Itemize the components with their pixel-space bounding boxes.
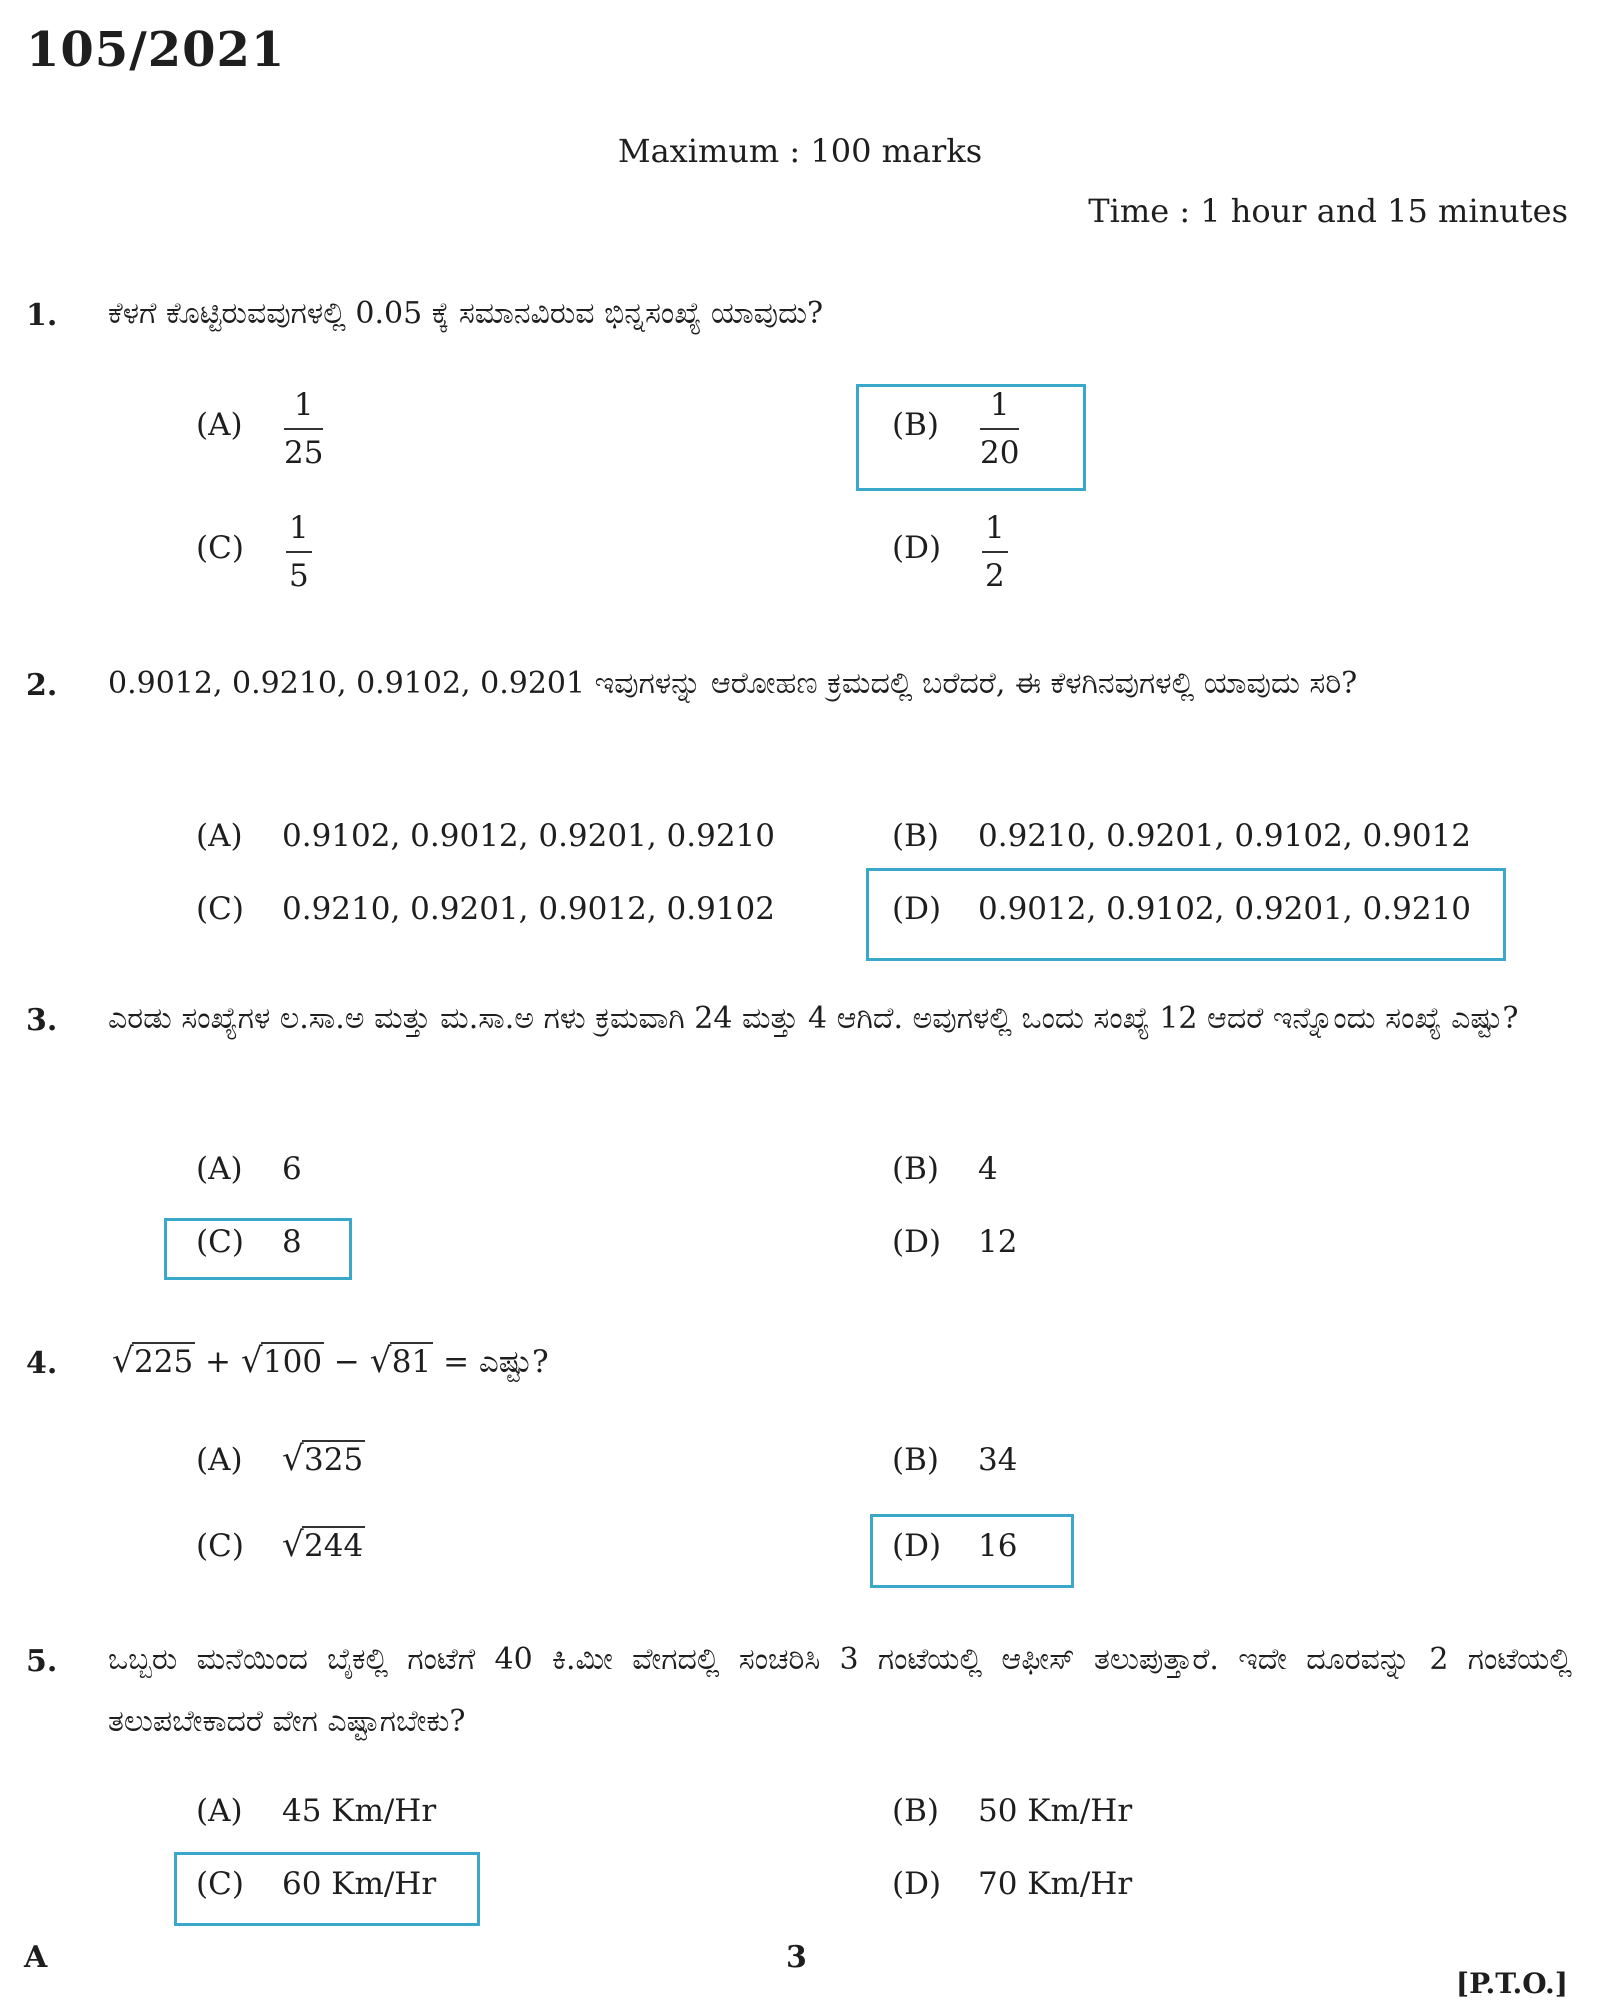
operator: + (205, 1344, 232, 1380)
option-label: (C) (196, 1528, 244, 1564)
option-c (196, 1528, 365, 1564)
option-label: (A) (196, 1793, 243, 1829)
denominator: 2 (985, 558, 1005, 594)
operator: = (443, 1344, 470, 1380)
question-text: ಕೆಳಗೆ ಕೊಟ್ಟಿರುವವುಗಳಲ್ಲಿ 0.05 ಕ್ಕೆ ಸಮಾನವಿರುವ ಭಿನ್ನಸಂಖ್ಯೆ ಯಾವುದು? (108, 296, 824, 331)
option-value: 70 Km/Hr (978, 1866, 1133, 1902)
option-d (892, 891, 1471, 927)
operator: − (333, 1344, 360, 1380)
question-number: 1. (26, 298, 58, 333)
option-b-fraction (980, 386, 1019, 472)
option-c-fraction (286, 509, 312, 595)
option-value: 45 Km/Hr (282, 1793, 437, 1829)
option-b (892, 818, 1471, 854)
option-label: (B) (892, 1442, 939, 1478)
option-value: 0.9102, 0.9012, 0.9201, 0.9210 (282, 818, 776, 854)
question-number: 5. (26, 1644, 58, 1679)
option-c (196, 1224, 302, 1260)
question-text: 0.9012, 0.9210, 0.9102, 0.9201 ಇವುಗಳನ್ನು ಆರೋಹಣ ಕ್ರಮದಲ್ಲಿ ಬರೆದರೆ, ಈ ಕೆಳಗಿನವುಗಳಲ್ಲಿ ಯಾವುದು ಸರಿ? (108, 666, 1358, 701)
numerator: 1 (982, 509, 1008, 553)
option-label: (A) (196, 1151, 243, 1187)
option-value: 12 (978, 1224, 1018, 1260)
option-label: (C) (196, 1866, 244, 1902)
question-paper-code: 105/2021 (26, 22, 286, 78)
option-c (196, 891, 775, 927)
option-label: (D) (892, 1528, 942, 1564)
denominator: 25 (284, 435, 324, 471)
option-label: (D) (892, 530, 942, 566)
option-label: (A) (196, 407, 243, 443)
option-label: (A) (196, 1442, 243, 1478)
numerator: 1 (286, 509, 312, 553)
option-label: (C) (196, 530, 244, 566)
question-expression (112, 1344, 549, 1381)
square-root: √ 225 (112, 1344, 195, 1380)
option-label: (D) (892, 1866, 942, 1902)
option-value: 60 Km/Hr (282, 1866, 437, 1902)
question-text: ಎರಡು ಸಂಖ್ಯೆಗಳ ಲ.ಸಾ.ಅ ಮತ್ತು ಮ.ಸಾ.ಅ ಗಳು ಕ್ರಮವಾಗಿ 24 ಮತ್ತು 4 ಆಗಿದೆ. ಅವುಗಳಲ್ಲಿ ಒಂದು ಸಂಖ್ಯೆ 12 ಆದರೆ ಇನ್ನೊಂದು ಸಂಖ್ಯೆ ಎಷ್ಟು? (108, 1001, 1519, 1036)
option-d (892, 1528, 1017, 1564)
option-label: (B) (892, 818, 939, 854)
option-value: 34 (978, 1442, 1018, 1478)
option-label: (A) (196, 818, 243, 854)
option-a (196, 818, 775, 854)
option-label: (B) (892, 1793, 939, 1829)
page-number: 3 (786, 1940, 807, 1975)
option-b (892, 1442, 1017, 1478)
square-root: √ 325 (282, 1442, 365, 1478)
option-a (196, 1793, 436, 1829)
option-value: 4 (978, 1151, 998, 1187)
option-c (196, 1866, 436, 1902)
denominator: 5 (289, 558, 309, 594)
maximum-marks: Maximum : 100 marks (617, 132, 983, 170)
answer-highlight-box (856, 384, 1086, 491)
numerator: 1 (980, 386, 1019, 430)
option-label: (D) (892, 891, 942, 927)
denominator: 20 (980, 435, 1020, 471)
question-text: ಒಬ್ಬರು ಮನೆಯಿಂದ ಬೈಕಲ್ಲಿ ಗಂಟೆಗೆ 40 ಕಿ.ಮೀ ವೇಗದಲ್ಲಿ ಸಂಚರಿಸಿ 3 ಗಂಟೆಯಲ್ಲಿ ಆಫೀಸ್ ತಲುಪುತ್ತಾರೆ. ಇದೇ ದೂರವನ್ನು 2 ಗಂಟೆಯಲ್ಲಿ ತಲುಪಬೇಕಾದರೆ ವೇಗ ಎಷ್ಟಾಗಬೇಕು? (108, 1642, 1572, 1739)
option-label: (D) (892, 1224, 942, 1260)
option-d (892, 1866, 1132, 1902)
option-d (892, 1224, 1017, 1260)
option-value: 0.9210, 0.9201, 0.9012, 0.9102 (282, 891, 776, 927)
square-root: √ 244 (282, 1528, 365, 1564)
option-value: 50 Km/Hr (978, 1793, 1133, 1829)
option-a (196, 1442, 365, 1478)
option-value: 0.9012, 0.9102, 0.9201, 0.9210 (978, 891, 1472, 927)
square-root: √ 81 (370, 1344, 433, 1380)
please-turn-over: [P.T.O.] (1455, 1967, 1568, 2000)
numerator: 1 (284, 386, 323, 430)
option-label: (B) (892, 407, 939, 443)
option-value: 6 (282, 1151, 302, 1187)
option-label: (B) (892, 1151, 939, 1187)
series-letter: A (24, 1940, 48, 1975)
question-number: 3. (26, 1003, 58, 1038)
time-allowed: Time : 1 hour and 15 minutes (1088, 192, 1568, 230)
option-a-fraction (284, 386, 323, 472)
question-number: 2. (26, 668, 58, 703)
option-value: 0.9210, 0.9201, 0.9102, 0.9012 (978, 818, 1472, 854)
option-value: 16 (978, 1528, 1018, 1564)
option-b (892, 1793, 1132, 1829)
question-number: 4. (26, 1346, 58, 1381)
option-label: (C) (196, 1224, 244, 1260)
option-d-fraction (982, 509, 1008, 595)
option-label: (C) (196, 891, 244, 927)
option-value: 8 (282, 1224, 302, 1260)
option-b (892, 1151, 998, 1187)
square-root: √ 100 (241, 1344, 324, 1380)
question-tail: ಎಷ್ಟು? (478, 1344, 549, 1380)
option-a (196, 1151, 302, 1187)
